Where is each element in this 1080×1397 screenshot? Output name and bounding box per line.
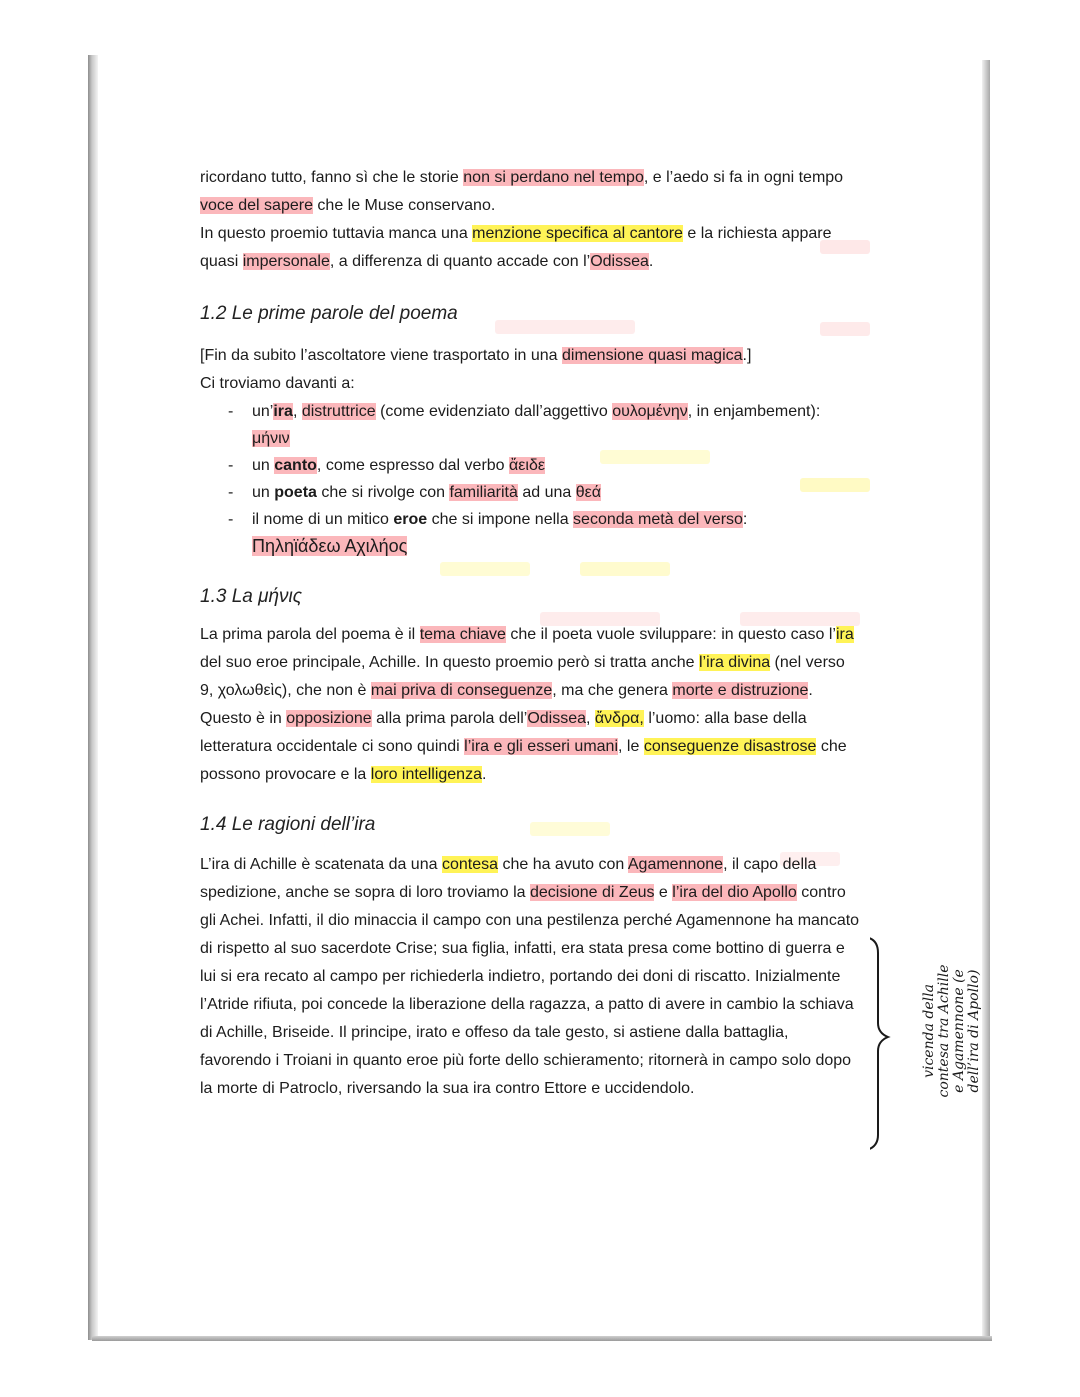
- highlight: seconda metà del verso: [573, 511, 743, 528]
- highlight: mai priva di conseguenze: [370, 682, 553, 699]
- paragraph-menis: La prima parola del poema è il tema chiave che il poeta vuole sviluppare: in questo caso l’ira del suo eroe principale, Achille. In questo proemio però si tratta anche l’ira divina (nel verso 9, χολωθεὶς), che non è mai priva di conseguenze, ma che genera morte e distruzione. Questo è in opposizione alla prima parola dell’Odissea, ἄνδρα, l’uomo: alla base della letteratura occidentale ci sono quindi l’ira e gli esseri umani, le conseguenze disastrose che possono provocare e la loro intelligenza.: [200, 626, 854, 783]
- highlight: dimensione quasi magica: [561, 347, 743, 364]
- page-shadow-left: [88, 55, 98, 1340]
- paragraph-muse: ricordano tutto, fanno sì che le storie non si perdano nel tempo, e l’aedo si fa in ogni tempo voce del sapere che le Muse conservano.: [200, 169, 844, 214]
- highlight: ira: [273, 403, 293, 420]
- highlight: non si perdano nel tempo: [463, 169, 644, 186]
- page-shadow-bottom: [92, 1336, 992, 1341]
- highlight: ἄειδε: [509, 457, 545, 474]
- paragraph-ragioni: L’ira di Achille è scatenata da una contesa che ha avuto con Agamennone, il capo della spedizione, anche se sopra di loro troviamo la decisione di Zeus e l’ira del dio Apollo contro gli Achei. Infatti, il dio minaccia il campo con una pestilenza perché Agamennone ha mancato di rispetto al suo sacerdote Crise; sua figlia, infatti, era stata presa come bottino di guerra e lui si era recato al campo per richiederla indietro, portando dei doni di riscatto. Inizialmente l’Atride rifiuta, poi concede la liberazione della ragazza, a patto di avere in cambio la schiava di Achille, Briseide. Il principe, irato e offeso da tale gesto, si astiene dalla battaglia, favorendo i Troiani in quanto eroe più forte dello schieramento; ritornerà in campo solo dopo la morte di Patroclo, riversando la sua ira contro Ettore e uccidendolo.: [200, 856, 860, 1097]
- highlight: impersonale: [242, 253, 330, 270]
- highlight: ira: [835, 626, 854, 643]
- list-item: - il nome di un mitico eroe che si impone nella seconda metà del verso: Πηληϊάδεω Αχιλήος: [228, 506, 860, 561]
- list-item: - un canto, come espresso dal verbo ἄειδε: [228, 452, 860, 479]
- highlight: l’ira del dio Apollo: [672, 884, 797, 901]
- highlight: Odissea: [527, 710, 587, 727]
- highlight: loro intelligenza: [370, 766, 482, 783]
- highlight: conseguenze disastrose: [643, 738, 817, 755]
- paragraph-proemio: In questo proemio tuttavia manca una menzione specifica al cantore e la richiesta appare quasi impersonale, a differenza di quanto accade con l’Odissea.: [200, 225, 832, 270]
- highlight: Odissea: [590, 253, 649, 270]
- list-item: - un’ira, distruttrice (come evidenziato dall’aggettivo ουλομένην, in enjambement): μήνιν: [228, 398, 860, 452]
- highlight: Πηληϊάδεω Αχιλήος: [252, 536, 408, 556]
- highlight: l’ira e gli esseri umani: [464, 738, 619, 755]
- highlight: opposizione: [286, 710, 372, 727]
- margin-note: [870, 925, 982, 1155]
- highlight: contesa: [441, 856, 498, 873]
- highlight: voce del sapere: [200, 197, 313, 214]
- highlight: ουλομένην: [612, 403, 688, 420]
- list-item: - un poeta che si rivolge con familiarità ad una θεά: [228, 479, 860, 506]
- section-heading-1-3: 1.3 La μήνις: [200, 586, 303, 607]
- bullet-list: [200, 398, 860, 561]
- highlight: morte e distruzione: [672, 682, 809, 699]
- handwritten-note: vicenda della contesa tra Achille e Agamennone (e dell’ira di Apollo): [921, 964, 982, 1098]
- list-lead: Ci troviamo davanti a:: [200, 375, 355, 392]
- highlight: distruttrice: [301, 403, 376, 420]
- highlight: θεά: [575, 484, 602, 501]
- highlight: familiarità: [449, 484, 518, 501]
- highlight: menzione specifica al cantore: [472, 225, 683, 242]
- highlight: μήνιν: [252, 430, 290, 447]
- section-heading-1-4: 1.4 Le ragioni dell’ira: [200, 814, 376, 835]
- page-shadow-right: [982, 60, 990, 1340]
- highlight: Agamennone: [627, 856, 724, 873]
- highlight: canto: [274, 457, 317, 474]
- section-heading-1-2: 1.2 Le prime parole del poema: [200, 303, 458, 324]
- highlight: tema chiave: [419, 626, 506, 643]
- document-body: [200, 164, 860, 1103]
- paragraph-intro: [Fin da subito l’ascoltatore viene trasportato in una dimensione quasi magica.]: [200, 347, 752, 364]
- highlight: ἄνδρα,: [594, 710, 644, 727]
- highlight: l’ira divina: [698, 654, 771, 671]
- highlight: decisione di Zeus: [529, 884, 655, 901]
